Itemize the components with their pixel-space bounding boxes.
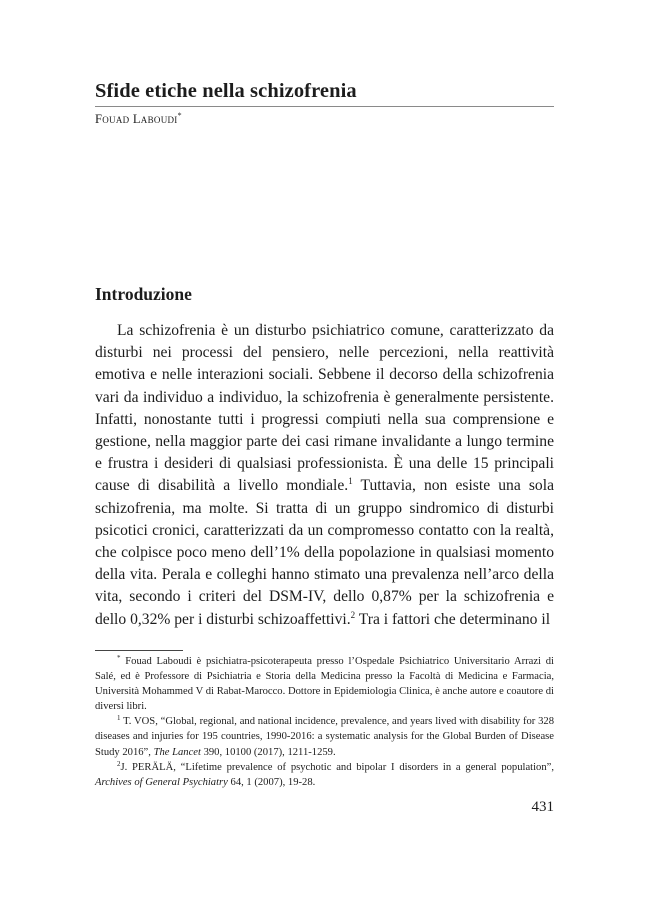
author-name: Fouad Laboudi: [95, 112, 178, 126]
footnote-ref-2: 2: [350, 609, 356, 620]
footnote-2-text: J. PERÄLÄ, “Lifetime prevalence of psychotic and bipolar I disorders in a general population”,: [120, 761, 554, 773]
page-number: 431: [531, 799, 554, 815]
footnote-author: [95, 654, 554, 714]
title-rule: [95, 106, 554, 107]
page: [95, 0, 554, 907]
footnote-author-text: Fouad Laboudi è psichiatra-psicoterapeuta presso l’Ospedale Psichiatrico Universitario Arrazi di Salé, ed è Professore di Psichiatria e Storia della Medicina presso la Facoltà di Medicina e Farmacia, Università Mohammed V di Rabat-Marocco. Dottore in Epidemiologia Clinica, è anche autore e coautore di diversi libri.: [95, 656, 554, 713]
author-footnote-mark: *: [177, 111, 182, 120]
footnote-2-mark: 2: [117, 759, 121, 768]
footnote-1-details: 390, 10100 (2017), 1211-1259.: [200, 746, 336, 758]
author-line: [95, 111, 182, 127]
footnote-2: [95, 760, 554, 790]
footnote-1-text: T. VOS, “Global, regional, and national incidence, prevalence, and years lived with disability for 328 diseases and injuries for 195 countries, 1990-2016: a systematic analysis for the Global Burden of Disease Study 2016”,: [95, 716, 554, 758]
footnote-1-journal: The Lancet: [153, 746, 201, 758]
footnotes: [95, 654, 554, 790]
section-heading: Introduzione: [95, 284, 192, 304]
footnote-2-journal: Archives of General Psychiatry: [95, 776, 228, 788]
article-title: Sfide etiche nella schizofrenia: [95, 80, 357, 102]
body-paragraph: [95, 320, 554, 631]
footnote-author-mark: *: [117, 654, 121, 662]
body-text-part-1: La schizofrenia è un disturbo psichiatrico comune, caratterizzato da disturbi nei processi del pensiero, nelle percezioni, nella reattività emotiva e nelle interazioni sociali. Sebbene il decorso della schizofrenia vari da individuo a individuo, la schizofrenia è generalmente persistente. Infatti, nonostante tutti i progressi compiuti nella sua comprensione e gestione, nella maggior parte dei casi rimane invalidante a lungo termine e frustra i desideri di qualsiasi professionista. È una delle 15 principali cause di disabilità a livello mondiale.: [95, 322, 554, 495]
footnote-2-details: 64, 1 (2007), 19-28.: [227, 776, 316, 788]
footnote-separator: [95, 650, 183, 651]
body-text-part-2: Tuttavia, non esiste una sola schizofrenia, ma molte. Si tratta di un gruppo sindromico di disturbi psicotici cronici, caratterizzati da un compromesso contatto con la realtà, che colpisce poco meno dell’1% della popolazione in qualsiasi momento della vita. Perala e colleghi hanno stimato una prevalenza nell’arco della vita, secondo i criteri del DSM-IV, dello 0,87% per la schizofrenia e dello 0,32% per i disturbi schizoaffettivi.: [95, 477, 554, 628]
footnote-ref-1: 1: [348, 476, 353, 487]
footnote-1: [95, 714, 554, 759]
body-text-part-3: Tra i fattori che determinano il: [355, 610, 551, 628]
footnote-1-mark: 1: [117, 714, 121, 723]
